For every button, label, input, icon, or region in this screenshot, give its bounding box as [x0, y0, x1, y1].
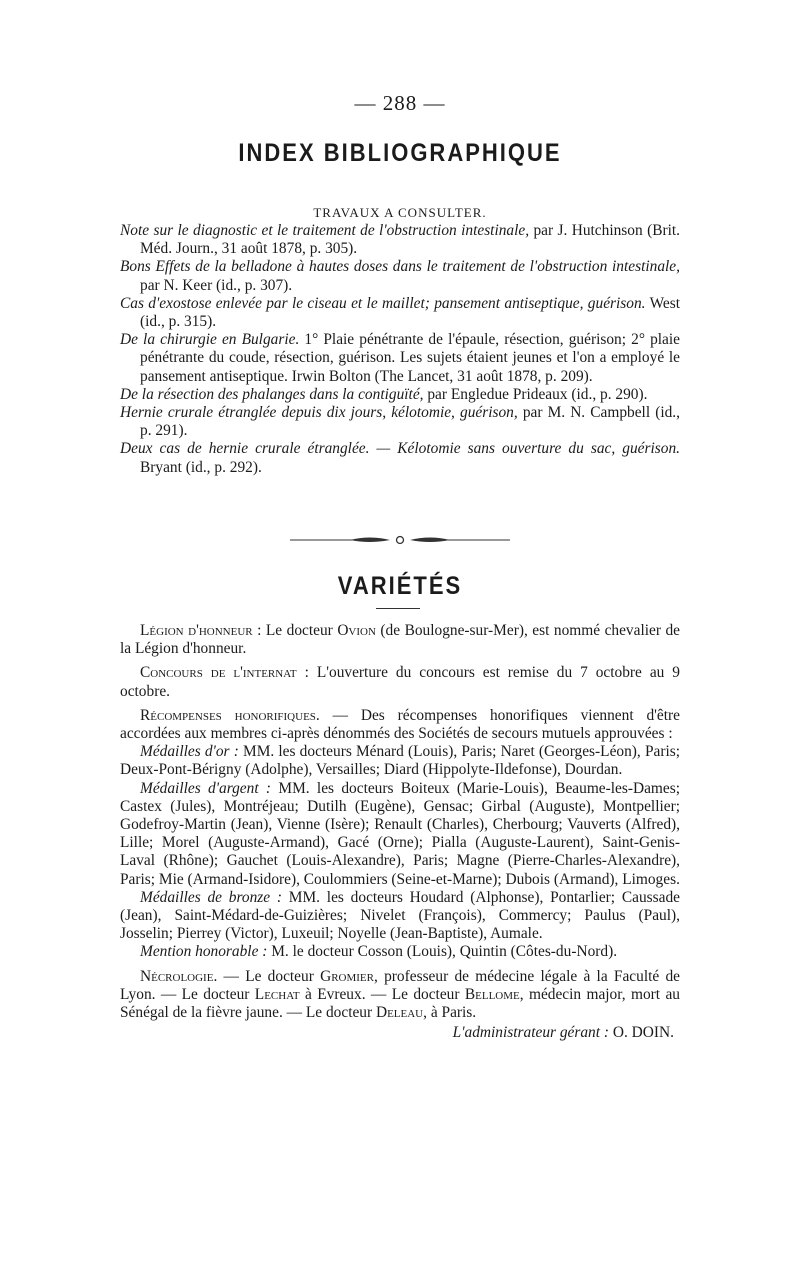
reference-item	[120, 404, 680, 440]
reference-title: Deux cas de hernie crurale étranglée. — Kélotomie sans ouverture du sac, guérison.	[120, 440, 680, 458]
concours-label: Concours de l'internat :	[140, 664, 309, 682]
reference-item	[120, 386, 680, 404]
necrologie-name: Lechat	[254, 985, 300, 1003]
legion-text: Le docteur	[261, 622, 338, 639]
signature-role: L'administrateur gérant :	[452, 1024, 610, 1042]
medal-text: MM. les docteurs Boiteux (Marie-Louis), Beaume-les-Dames; Castex (Jules), Montréjeau; Dutilh (Eugène), Gensac; Girbal (Auguste), Montpellier; Godefroy-Martin (Jean), Vienne (Isère); Renault (Charles), Cherbourg; Vauverts (Alfred), Lille; Morel (Auguste-Armand), Gacé (Orne); Pialla (Auguste-Laurent), Saint-Genis-Laval (Rhône); Gauchet (Louis-Alexandre), Paris; Magne (Pierre-Charles-Alexandre), Paris; Mie (Armand-Isidore), Coulommiers (Seine-et-Marne); Dubois (Armand), Limoges.	[120, 779, 680, 888]
reference-item	[120, 295, 680, 331]
medal-paragraph	[120, 780, 680, 889]
medal-text: MM. les docteurs Ménard (Louis), Paris; Naret (Georges-Léon), Paris; Deux-Pont-Bérigny (Adolphe), Versailles; Diard (Hippolyte-Ildefonse), Dourdan.	[120, 743, 681, 779]
reference-details: par Engledue Prideaux (id., p. 290).	[423, 385, 648, 403]
medal-label: Médailles d'or :	[140, 743, 239, 761]
reference-details: West (id., p. 315).	[140, 294, 680, 331]
necrologie-text: — Le docteur	[217, 967, 321, 985]
reference-details: par N. Keer (id., p. 307).	[140, 276, 293, 294]
short-rule	[376, 608, 420, 609]
necrologie-paragraph	[120, 968, 680, 1023]
legion-text-2: (de Boulogne-sur-Mer), est nommé chevalier de la Légion d'honneur.	[120, 622, 680, 658]
reference-details: par J. Hutchinson (Brit. Méd. Journ., 31 août 1878, p. 305).	[140, 222, 680, 258]
reference-item	[120, 222, 680, 258]
necrologie-name: Gromier	[320, 967, 374, 985]
necrologie-text: , professeur de médecine légale à la Faculté de Lyon. — Le docteur	[120, 967, 680, 1003]
reference-item	[120, 331, 680, 386]
medal-paragraph	[120, 943, 680, 961]
medal-label: Médailles de bronze :	[140, 888, 283, 906]
reference-title: De la chirurgie en Bulgarie.	[120, 331, 300, 349]
medal-text: M. le docteur Cosson (Louis), Quintin (Côtes-du-Nord).	[267, 943, 618, 961]
recompenses-text: — Des récompenses honorifiques viennent d'être accordées aux membres ci-après dénommés des Sociétés de secours mutuels approuvées :	[120, 706, 680, 743]
reference-title: Hernie crurale étranglée depuis dix jours, kélotomie, guérison,	[120, 404, 518, 422]
varietes-body	[120, 622, 680, 1042]
reference-title: Note sur le diagnostic et le traitement de l'obstruction intestinale,	[120, 222, 530, 239]
legion-label: Légion d'honneur :	[140, 622, 262, 639]
legion-name: Ovion	[337, 622, 376, 639]
medal-paragraph	[120, 889, 680, 944]
concours-text: L'ouverture du concours est remise du 7 octobre au 9 octobre.	[120, 664, 680, 700]
index-title: INDEX BIBLIOGRAPHIQUE	[238, 138, 562, 167]
medal-text: MM. les docteurs Houdard (Alphonse), Pontarlier; Caussade (Jean), Saint-Médard-de-Guizières; Nivelet (François), Commercy; Paulus (Paul), Josselin; Pierrey (Victor), Luxeuil; Noyelle (Jean-Baptiste), Aumale.	[120, 888, 680, 943]
medal-paragraph	[120, 743, 680, 779]
medal-label: Mention honorable :	[140, 943, 268, 961]
recompenses-label: Récompenses honorifiques.	[140, 706, 320, 724]
reference-item	[120, 440, 680, 476]
reference-title: De la résection des phalanges dans la contiguïté,	[120, 385, 424, 403]
legion-paragraph	[120, 622, 680, 658]
reference-item	[120, 258, 680, 294]
necrologie-text: à Evreux. — Le docteur	[299, 985, 465, 1003]
necrologie-name: Deleau	[375, 1004, 424, 1022]
signature	[120, 1024, 680, 1042]
reference-title: Cas d'exostose enlevée par le ciseau et le maillet; pansement antiseptique, guérison.	[120, 294, 646, 312]
necrologie-text: , médecin major, mort au Sénégal de la fièvre jaune. — Le docteur	[120, 985, 680, 1022]
reference-details: par M. N. Campbell (id., p. 291).	[140, 404, 680, 440]
travaux-heading: TRAVAUX A CONSULTER.	[313, 205, 487, 220]
reference-title: Bons Effets de la belladone à hautes doses dans le traitement de l'obstruction intestinale,	[120, 258, 680, 276]
page-number: — 288 —	[354, 91, 446, 115]
necrologie-name: Bellome	[464, 985, 520, 1003]
varietes-title: VARIÉTÉS	[337, 571, 463, 600]
ornament-divider	[290, 532, 510, 548]
necrologie-text: , à Paris.	[423, 1004, 477, 1022]
signature-name: O. DOIN.	[609, 1024, 674, 1042]
concours-paragraph	[120, 664, 680, 700]
recompenses-paragraph	[120, 707, 680, 743]
reference-list	[120, 222, 680, 477]
necrologie-label: Nécrologie.	[140, 967, 218, 985]
reference-details: Bryant (id., p. 292).	[140, 458, 262, 476]
reference-details: 1° Plaie pénétrante de l'épaule, résection, guérison; 2° plaie pénétrante du coude, résection, guérison. Les sujets étaient jeunes et l'on a employé le pansement antiseptique. Irwin Bolton (The Lancet, 31 août 1878, p. 209).	[140, 331, 680, 385]
medal-label: Médailles d'argent :	[140, 779, 272, 797]
